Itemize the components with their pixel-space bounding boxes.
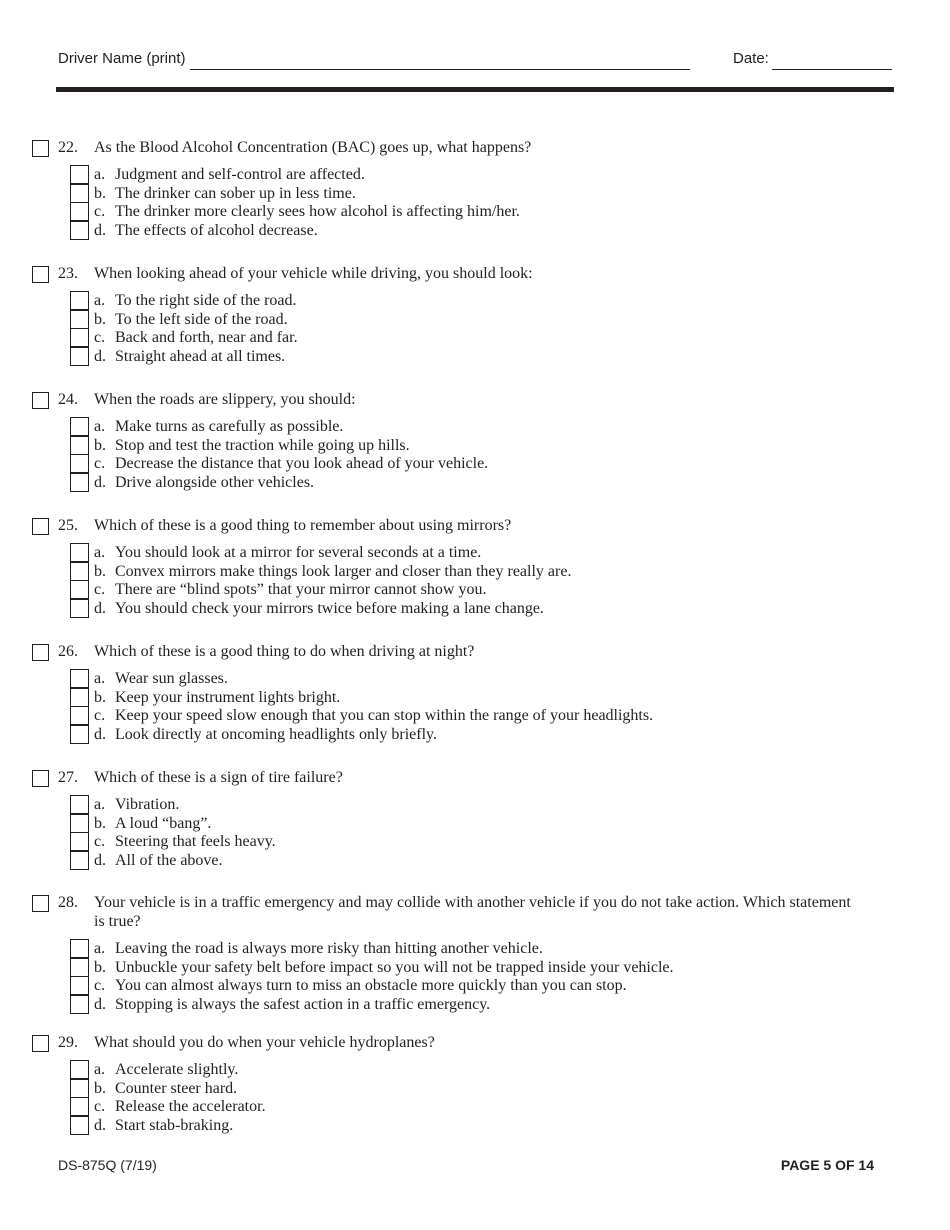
answer-checkbox[interactable] — [70, 1097, 89, 1116]
question-checkbox[interactable] — [32, 644, 49, 661]
option-letter: b. — [94, 184, 106, 202]
answer-checkbox[interactable] — [70, 291, 89, 310]
question-text: When looking ahead of your vehicle while driving, you should look: — [94, 265, 533, 282]
answer-checkbox[interactable] — [70, 706, 89, 725]
option-letter: d. — [94, 347, 106, 365]
option-text: Stop and test the traction while going up hills. — [115, 436, 410, 454]
answer-checkbox[interactable] — [70, 832, 89, 851]
option-letter: b. — [94, 436, 106, 454]
option-letter: a. — [94, 418, 106, 435]
answer-checkbox[interactable] — [70, 688, 89, 707]
form-id: DS-875Q (7/19) — [58, 1157, 157, 1173]
question-number: 24. — [58, 391, 78, 408]
option-text: Release the accelerator. — [115, 1098, 266, 1116]
option-text: To the right side of the road. — [115, 292, 297, 309]
option-text: Leaving the road is always more risky than hitting another vehicle. — [115, 940, 543, 957]
answer-checkbox[interactable] — [70, 436, 89, 455]
option-text: Keep your speed slow enough that you can stop within the range of your headlights. — [115, 707, 654, 725]
answer-checkbox[interactable] — [70, 814, 89, 833]
question-checkbox[interactable] — [32, 392, 49, 409]
option-letter: a. — [94, 544, 106, 561]
answer-checkbox[interactable] — [70, 543, 89, 562]
date-label: Date: — [733, 50, 769, 67]
answer-checkbox[interactable] — [70, 417, 89, 436]
option-text: Convex mirrors make things look larger and closer than they really are. — [115, 562, 572, 580]
option-text: You should check your mirrors twice before making a lane change. — [115, 599, 544, 617]
question-checkbox[interactable] — [32, 140, 49, 157]
answer-checkbox[interactable] — [70, 562, 89, 581]
question-text: Which of these is a good thing to remember about using mirrors? — [94, 517, 512, 534]
option-text: Make turns as carefully as possible. — [115, 418, 344, 435]
option-text: Stopping is always the safest action in a traffic emergency. — [115, 995, 491, 1013]
answer-checkbox[interactable] — [70, 669, 89, 688]
option-text: Vibration. — [115, 796, 180, 813]
question-text: Which of these is a good thing to do when driving at night? — [94, 643, 475, 660]
option-letter: d. — [94, 473, 106, 491]
answer-checkbox[interactable] — [70, 1079, 89, 1098]
answer-checkbox[interactable] — [70, 725, 89, 744]
option-text: A loud “bang”. — [115, 814, 212, 832]
answer-checkbox[interactable] — [70, 851, 89, 870]
option-text: Judgment and self-control are affected. — [115, 166, 365, 183]
option-letter: c. — [94, 707, 106, 725]
option-text: Start stab-braking. — [115, 1116, 234, 1134]
answer-checkbox[interactable] — [70, 473, 89, 492]
driver-name-field[interactable] — [190, 69, 690, 70]
option-text: Unbuckle your safety belt before impact so you will not be trapped inside your vehicle. — [115, 958, 674, 976]
option-text: Steering that feels heavy. — [115, 833, 276, 851]
option-letter: d. — [94, 221, 106, 239]
date-field[interactable] — [772, 69, 892, 70]
answer-checkbox[interactable] — [70, 599, 89, 618]
question-text: When the roads are slippery, you should: — [94, 391, 356, 408]
option-letter: b. — [94, 814, 106, 832]
page-header — [0, 0, 950, 100]
answer-checkbox[interactable] — [70, 328, 89, 347]
option-text: The drinker more clearly sees how alcohol is affecting him/her. — [115, 203, 520, 221]
answer-checkbox[interactable] — [70, 976, 89, 995]
question-number: 28. — [58, 894, 78, 911]
option-letter: a. — [94, 292, 106, 309]
question-number: 27. — [58, 769, 78, 786]
option-letter: b. — [94, 562, 106, 580]
option-text: You should look at a mirror for several seconds at a time. — [115, 544, 482, 561]
page-number: PAGE 5 OF 14 — [780, 1157, 874, 1173]
header-divider — [56, 87, 894, 92]
option-letter: d. — [94, 725, 106, 743]
option-text: Straight ahead at all times. — [115, 347, 286, 365]
option-letter: a. — [94, 1061, 106, 1078]
answer-checkbox[interactable] — [70, 995, 89, 1014]
option-letter: a. — [94, 166, 106, 183]
option-text: All of the above. — [115, 851, 223, 869]
option-letter: d. — [94, 851, 106, 869]
option-text: The effects of alcohol decrease. — [115, 221, 318, 239]
option-letter: b. — [94, 1079, 106, 1097]
answer-checkbox[interactable] — [70, 795, 89, 814]
question-text: Your vehicle is in a traffic emergency and may collide with another vehicle if you do not take action. Which statement is true? — [94, 894, 851, 930]
option-letter: c. — [94, 1098, 106, 1116]
question-text: Which of these is a sign of tire failure? — [94, 769, 343, 786]
option-letter: b. — [94, 688, 106, 706]
option-letter: d. — [94, 1116, 106, 1134]
option-text: Wear sun glasses. — [115, 670, 228, 687]
option-letter: c. — [94, 581, 106, 599]
option-letter: b. — [94, 958, 106, 976]
question-checkbox[interactable] — [32, 266, 49, 283]
answer-checkbox[interactable] — [70, 1060, 89, 1079]
question-number: 25. — [58, 517, 78, 534]
option-text: The drinker can sober up in less time. — [115, 184, 356, 202]
answer-checkbox[interactable] — [70, 347, 89, 366]
driver-name-label: Driver Name (print) — [58, 50, 186, 67]
option-text: You can almost always turn to miss an obstacle more quickly than you can stop. — [115, 977, 627, 995]
question-text: What should you do when your vehicle hydroplanes? — [94, 1034, 435, 1051]
answer-checkbox[interactable] — [70, 939, 89, 958]
option-letter: c. — [94, 329, 106, 347]
option-letter: c. — [94, 977, 106, 995]
question-number: 23. — [58, 265, 78, 282]
question-checkbox[interactable] — [32, 770, 49, 787]
answer-checkbox[interactable] — [70, 454, 89, 473]
option-letter: a. — [94, 796, 106, 813]
option-text: Counter steer hard. — [115, 1079, 238, 1097]
option-text: Accelerate slightly. — [115, 1061, 239, 1078]
question-checkbox[interactable] — [32, 518, 49, 535]
answer-checkbox[interactable] — [70, 310, 89, 329]
option-text: Look directly at oncoming headlights only briefly. — [115, 725, 437, 743]
option-letter: c. — [94, 455, 106, 473]
option-text: Keep your instrument lights bright. — [115, 688, 341, 706]
option-letter: d. — [94, 599, 106, 617]
option-letter: c. — [94, 833, 106, 851]
option-text: Back and forth, near and far. — [115, 329, 298, 347]
question-text: As the Blood Alcohol Concentration (BAC) goes up, what happens? — [94, 139, 532, 156]
question-checkbox[interactable] — [32, 1035, 49, 1052]
answer-checkbox[interactable] — [70, 580, 89, 599]
question-number: 29. — [58, 1034, 78, 1051]
answer-checkbox[interactable] — [70, 221, 89, 240]
option-letter: b. — [94, 310, 106, 328]
question-number: 22. — [58, 139, 78, 156]
answer-checkbox[interactable] — [70, 958, 89, 977]
answer-checkbox[interactable] — [70, 202, 89, 221]
option-letter: c. — [94, 203, 106, 221]
answer-checkbox[interactable] — [70, 184, 89, 203]
option-text: Decrease the distance that you look ahead of your vehicle. — [115, 455, 489, 473]
option-letter: a. — [94, 670, 106, 687]
answer-checkbox[interactable] — [70, 165, 89, 184]
question-number: 26. — [58, 643, 78, 660]
answer-checkbox[interactable] — [70, 1116, 89, 1135]
option-text: Drive alongside other vehicles. — [115, 473, 315, 491]
option-letter: d. — [94, 995, 106, 1013]
option-letter: a. — [94, 940, 106, 957]
option-text: To the left side of the road. — [115, 310, 288, 328]
option-text: There are “blind spots” that your mirror cannot show you. — [115, 581, 487, 599]
question-checkbox[interactable] — [32, 895, 49, 912]
